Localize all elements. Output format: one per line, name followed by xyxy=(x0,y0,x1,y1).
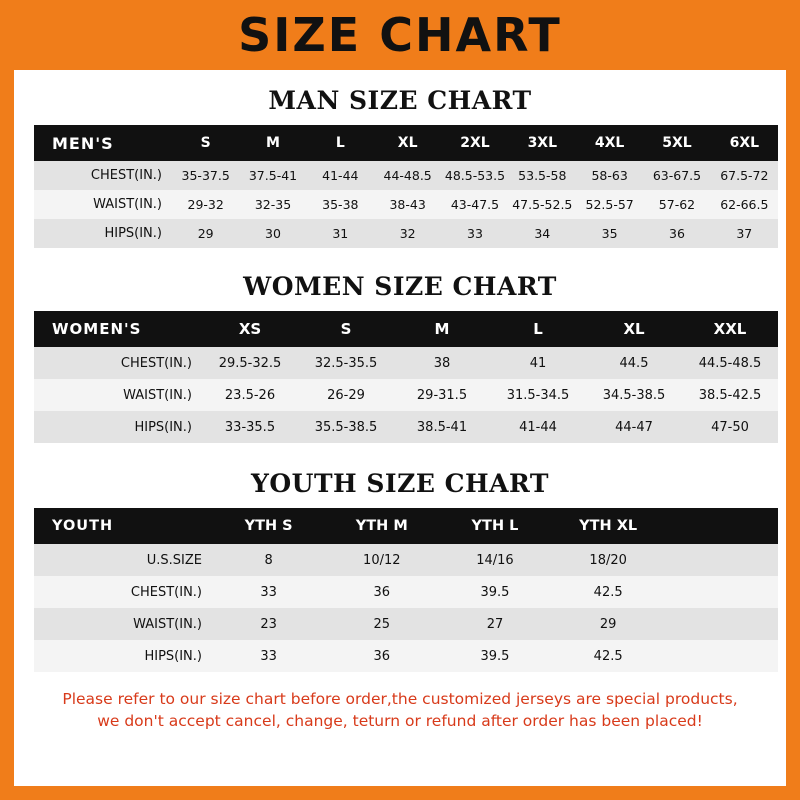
footer-note-line-2: we don't accept cancel, change, teturn or refund after order has been placed! xyxy=(97,712,703,731)
table-cell: 14/16 xyxy=(476,552,514,568)
row-label: CHEST(IN.) xyxy=(90,168,162,183)
table-cell: 31.5-34.5 xyxy=(506,387,570,403)
row-label: U.S.SIZE xyxy=(146,552,202,568)
row-label: HIPS(IN.) xyxy=(134,419,192,435)
footer-note xyxy=(44,688,756,733)
table-row xyxy=(34,608,778,640)
women-table-body xyxy=(34,347,778,443)
table-cell: 29.5-32.5 xyxy=(218,355,282,371)
table-cell: 29-32 xyxy=(187,197,224,212)
table-cell: 33 xyxy=(260,648,277,664)
column-header: MEN'S xyxy=(34,125,172,161)
column-header: L xyxy=(490,311,586,347)
page-title: SIZE CHART xyxy=(238,8,562,62)
table-cell: 67.5-72 xyxy=(720,168,769,183)
column-header: M xyxy=(394,311,490,347)
table-cell: 33 xyxy=(260,584,277,600)
table-cell: 52.5-57 xyxy=(585,197,634,212)
table-cell: 36 xyxy=(669,226,685,241)
table-cell: 34 xyxy=(534,226,551,241)
table-row xyxy=(34,190,778,219)
column-header: XL xyxy=(374,125,441,161)
table-row xyxy=(34,219,778,248)
table-cell: 35.5-38.5 xyxy=(314,419,378,435)
table-cell: 38 xyxy=(433,355,451,371)
table-cell: 26-29 xyxy=(327,387,365,403)
table-cell: 23.5-26 xyxy=(224,387,276,403)
table-cell: 32 xyxy=(399,226,416,241)
column-header: 6XL xyxy=(711,125,778,161)
table-cell: 37 xyxy=(736,226,753,241)
women-table-header xyxy=(34,311,778,347)
table-cell: 37.5-41 xyxy=(248,168,298,183)
table-cell: 35-37.5 xyxy=(181,168,230,183)
youth-table-body xyxy=(34,544,778,672)
table-cell: 31 xyxy=(332,226,349,241)
column-header: L xyxy=(307,125,374,161)
man-table-header xyxy=(34,125,778,161)
table-cell: 29 xyxy=(197,226,214,241)
youth-section-title: YOUTH SIZE CHART xyxy=(251,469,549,498)
row-label: WAIST(IN.) xyxy=(133,616,202,632)
column-header: WOMEN'S xyxy=(34,311,202,347)
table-cell: 58-63 xyxy=(591,168,628,183)
table-cell: 39.5 xyxy=(480,584,510,600)
row-label: HIPS(IN.) xyxy=(144,648,202,664)
banner xyxy=(0,0,800,70)
table-cell: 41 xyxy=(529,355,547,371)
table-cell: 23 xyxy=(260,616,277,632)
table-cell: 41-44 xyxy=(322,168,359,183)
column-header: S xyxy=(172,125,239,161)
column-header: YTH L xyxy=(438,508,551,544)
table-cell: 35-38 xyxy=(322,197,359,212)
table-cell: 48.5-53.5 xyxy=(444,168,506,183)
table-cell: 62-66.5 xyxy=(720,197,769,212)
table-cell: 32-35 xyxy=(254,197,292,212)
table-cell: 32.5-35.5 xyxy=(314,355,378,371)
table-cell xyxy=(665,608,778,640)
bottom-accent-bar xyxy=(0,786,800,800)
table-cell: 44-47 xyxy=(615,419,653,435)
women-size-table xyxy=(34,311,778,443)
column-header xyxy=(665,508,778,544)
table-row xyxy=(34,576,778,608)
table-cell: 25 xyxy=(373,616,391,632)
row-label: CHEST(IN.) xyxy=(130,584,202,600)
table-cell: 41-44 xyxy=(519,419,557,435)
table-cell: 57-62 xyxy=(658,197,696,212)
column-header: 3XL xyxy=(509,125,576,161)
column-header: S xyxy=(298,311,394,347)
column-header: M xyxy=(239,125,306,161)
table-cell: 35 xyxy=(601,226,618,241)
row-label: WAIST(IN.) xyxy=(123,387,192,403)
table-cell: 29-31.5 xyxy=(416,387,468,403)
man-table-body xyxy=(34,161,778,248)
column-header: XL xyxy=(586,311,682,347)
column-header: YOUTH xyxy=(34,508,212,544)
table-cell: 63-67.5 xyxy=(652,168,702,183)
table-cell: 36 xyxy=(373,584,391,600)
table-cell: 47.5-52.5 xyxy=(512,197,573,212)
man-section-title: MAN SIZE CHART xyxy=(268,86,532,115)
table-cell: 38.5-41 xyxy=(416,419,468,435)
table-cell: 44-48.5 xyxy=(383,168,432,183)
table-cell: 42.5 xyxy=(593,584,623,600)
row-label: WAIST(IN.) xyxy=(93,197,162,212)
table-cell: 44.5 xyxy=(619,355,649,371)
footer-note-line-1: Please refer to our size chart before order,the customized jerseys are special products, xyxy=(62,690,738,708)
row-label: CHEST(IN.) xyxy=(120,355,192,371)
column-header: 4XL xyxy=(576,125,643,161)
table-cell: 42.5 xyxy=(593,648,623,664)
table-header-row xyxy=(34,125,778,161)
table-cell: 36 xyxy=(373,648,391,664)
women-section-title: WOMEN SIZE CHART xyxy=(243,272,557,301)
table-header-row xyxy=(34,311,778,347)
table-cell: 47-50 xyxy=(711,419,749,435)
table-cell: 38-43 xyxy=(389,197,426,212)
row-label: HIPS(IN.) xyxy=(104,226,162,241)
column-header: 2XL xyxy=(441,125,508,161)
table-cell: 10/12 xyxy=(363,552,401,568)
table-row xyxy=(34,544,778,576)
table-cell: 30 xyxy=(265,226,281,241)
table-cell xyxy=(665,544,778,576)
table-row xyxy=(34,379,778,411)
table-cell xyxy=(665,640,778,672)
table-cell: 39.5 xyxy=(480,648,510,664)
table-cell: 53.5-58 xyxy=(518,168,567,183)
column-header: YTH M xyxy=(325,508,438,544)
table-cell: 8 xyxy=(264,552,273,568)
column-header: YTH S xyxy=(212,508,325,544)
column-header: XXL xyxy=(682,311,778,347)
table-cell: 33 xyxy=(467,226,483,241)
table-row xyxy=(34,347,778,379)
table-cell: 29 xyxy=(599,616,617,632)
table-cell: 18/20 xyxy=(589,552,627,568)
table-cell: 34.5-38.5 xyxy=(602,387,666,403)
table-row xyxy=(34,411,778,443)
table-cell: 38.5-42.5 xyxy=(698,387,762,403)
man-size-table xyxy=(34,125,778,248)
youth-table-header xyxy=(34,508,778,544)
table-cell: 33-35.5 xyxy=(224,419,276,435)
table-header-row xyxy=(34,508,778,544)
table-cell: 27 xyxy=(486,616,504,632)
table-cell: 44.5-48.5 xyxy=(698,355,762,371)
column-header: XS xyxy=(202,311,298,347)
column-header: YTH XL xyxy=(552,508,665,544)
column-header: 5XL xyxy=(643,125,710,161)
content xyxy=(14,86,786,733)
table-row xyxy=(34,640,778,672)
table-cell xyxy=(665,576,778,608)
table-row xyxy=(34,161,778,190)
table-cell: 43-47.5 xyxy=(450,197,500,212)
youth-size-table xyxy=(34,508,778,672)
